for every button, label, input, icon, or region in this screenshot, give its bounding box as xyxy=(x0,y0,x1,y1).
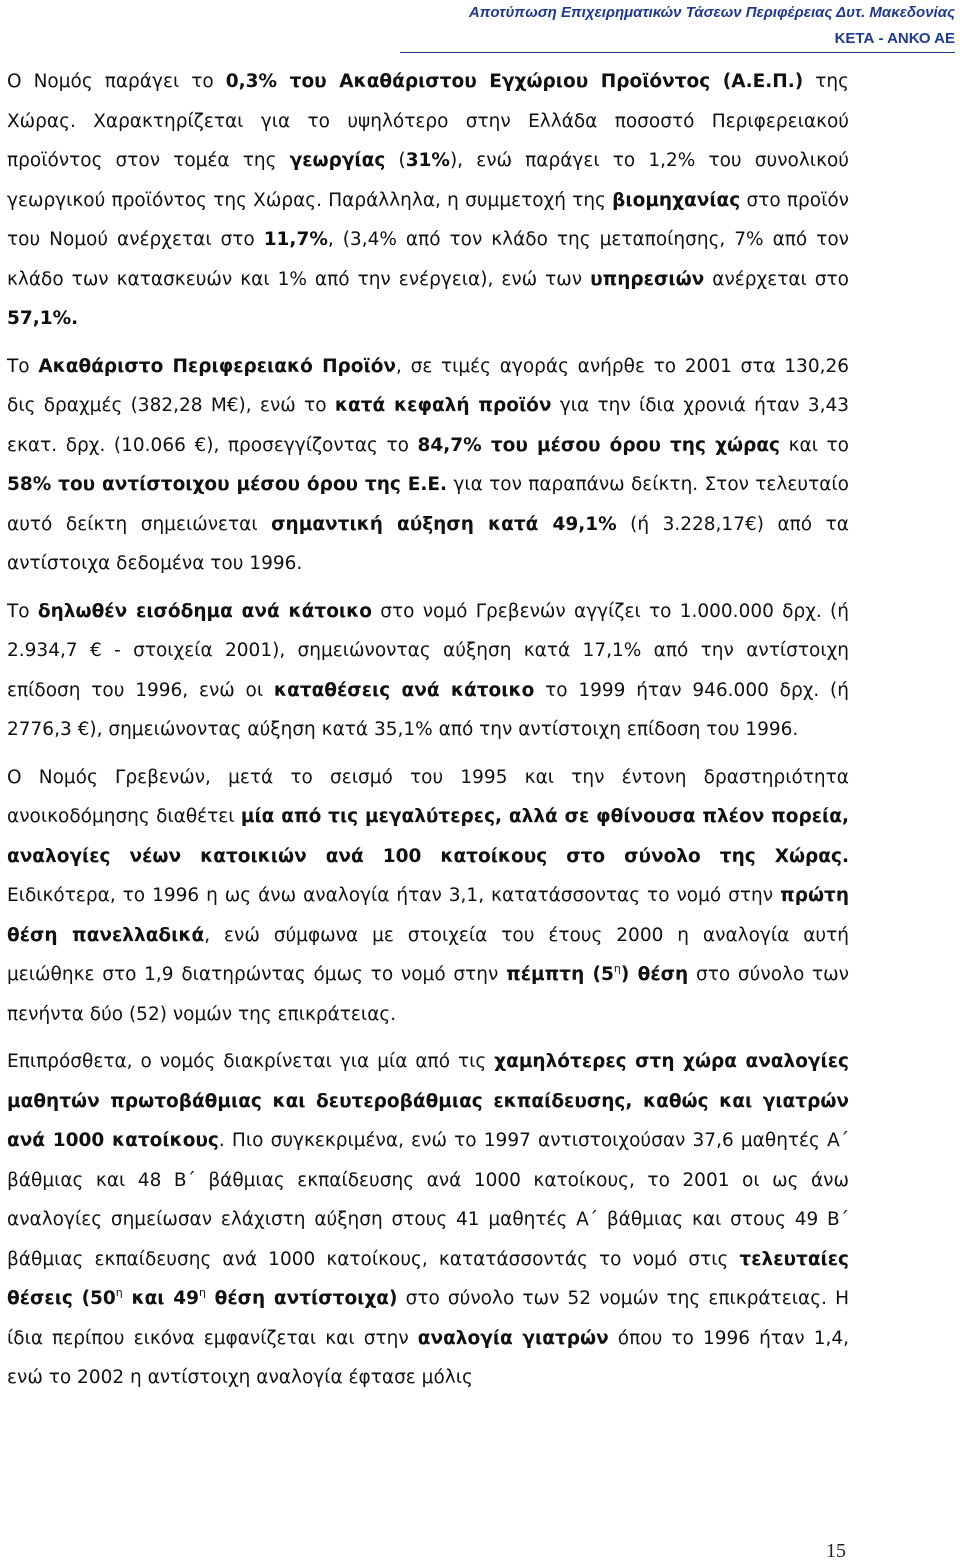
text: ), ενώ παράγει το 1,2% του συνολικού γεωργικού προϊόντος της Χώρας. Παράλληλα, η συμμετοχή της xyxy=(7,150,849,211)
text: Ειδικότερα, το 1996 η ως άνω αναλογία ήταν 3,1, κατατάσσοντας το νομό στην xyxy=(7,885,781,906)
paragraph-gdp xyxy=(7,62,849,339)
bold-text: πρώτη θέση πανελλαδικά xyxy=(7,885,849,946)
text: Επιπρόσθετα, ο νομός διακρίνεται για μία από τις xyxy=(7,1051,495,1072)
superscript: η xyxy=(115,1286,123,1299)
bold-text: 11,7% xyxy=(263,229,328,250)
text: στο σύνολο των 52 νομών της επικράτειας. Η ίδια περίπου εικόνα εμφανίζεται και στην xyxy=(7,1288,849,1349)
report-title: Αποτύπωση Επιχειρηματικών Τάσεων Περιφέρειας Δυτ. Μακεδονίας xyxy=(468,4,955,21)
superscript: η xyxy=(198,1286,206,1299)
text: (ή 3.228,17€) από τα αντίστοιχα δεδομένα του 1996. xyxy=(7,513,849,574)
text: Το xyxy=(7,355,39,377)
bold-text: πέμπτη (5 xyxy=(506,964,614,985)
text: στο νομό Γρεβενών αγγίζει το 1.000.000 δρχ. (ή 2.934,7 € - στοιχεία 2001), σημειώνοντας αύξηση κατά 17,1% από την αντίστοιχη επίδοση του 1996, ενώ οι xyxy=(7,600,850,701)
page-header xyxy=(0,0,955,53)
superscript: η xyxy=(613,962,621,975)
bold-text: 58% του αντίστοιχου μέσου όρου της Ε.Ε. xyxy=(7,474,448,495)
bold-text: κατά κεφαλή προϊόν xyxy=(334,395,552,416)
bold-text: υπηρεσιών xyxy=(590,268,705,290)
text: , ενώ σύμφωνα με στοιχεία του έτους 2000 η αναλογία αυτή μειώθηκε στο 1,9 διατηρώντας όμως το νομό στην xyxy=(7,924,849,985)
bold-text: 0,3% του Ακαθάριστου Εγχώριου Προϊόντος (Α.Ε.Π.) xyxy=(225,71,804,92)
bold-text: σημαντική αύξηση κατά 49,1% xyxy=(271,513,617,535)
header-rule xyxy=(400,52,955,53)
text: όπου το 1996 ήταν 1,4, ενώ το 2002 η αντίστοιχη αναλογία έφτασε μόλις xyxy=(7,1327,849,1388)
text: Το xyxy=(7,600,38,622)
document-body xyxy=(7,62,849,1406)
text: για τον παραπάνω δείκτη. Στον τελευταίο αυτό δείκτη σημειώνεται xyxy=(7,474,849,535)
text: , σε τιμές αγοράς ανήρθε το 2001 στα 130,26 δις δραχμές (382,28 Μ€), ενώ το xyxy=(7,355,850,416)
text: και το xyxy=(780,434,850,456)
bold-text: 57,1%. xyxy=(7,308,79,329)
text: ( xyxy=(385,150,406,171)
bold-text: θέση αντίστοιχα) xyxy=(205,1288,398,1309)
text: . Πιο συγκεκριμένα, ενώ το 1997 αντιστοιχούσαν 37,6 μαθητές Α΄ βάθμιας και 48 Β΄ βάθμιας εκπαίδευσης ανά 1000 κατοίκους, το 2001 οι ως άνω αναλογίες σημείωσαν ελάχιστη αύξηση στους 41 μαθητές Α΄ βάθμιας και στους 49 Β΄ βάθμιας εκπαίδευσης ανά 1000 κατοίκους, κατατάσσοντάς το νομό στις xyxy=(7,1130,849,1270)
bold-text: βιομηχανίας xyxy=(612,189,741,211)
text: στο σύνολο των πενήντα δύο (52) νομών της επικράτειας. xyxy=(7,964,849,1025)
bold-text: αναλογία γιατρών xyxy=(417,1327,609,1349)
text: το 1999 ήταν 946.000 δρχ. (ή 2776,3 €), σημειώνοντας αύξηση κατά 35,1% από την αντίστοιχη επίδοση του 1996. xyxy=(7,679,849,740)
text: της Χώρας. Χαρακτηρίζεται για το υψηλότερο στην Ελλάδα ποσοστό Περιφερειακού προϊόντος στον τομέα της xyxy=(7,71,850,171)
text: για την ίδια χρονιά ήταν 3,43 εκατ. δρχ. (10.066 €), προσεγγίζοντας το xyxy=(7,395,849,456)
paragraph-regional-product xyxy=(7,347,849,584)
organization-name: ΚΕΤΑ - ΑΝΚΟ ΑΕ xyxy=(834,30,955,47)
text: Ο Νομός παράγει το xyxy=(7,71,226,92)
paragraph-income xyxy=(7,592,849,750)
bold-text: μία από τις μεγαλύτερες, αλλά σε φθίνουσα πλέον πορεία, αναλογίες νέων κατοικιών ανά 100 κατοίκους στο σύνολο της Χώρας. xyxy=(7,806,849,867)
bold-text: τελευταίες θέσεις (50 xyxy=(7,1248,849,1309)
bold-text: δηλωθέν εισόδημα ανά κάτοικο xyxy=(37,600,372,622)
paragraph-education xyxy=(7,1042,849,1398)
bold-text: και 49 xyxy=(122,1288,199,1309)
bold-text: ) θέση xyxy=(620,964,689,985)
bold-text: Ακαθάριστο Περιφερειακό Προϊόν xyxy=(38,355,397,377)
page-number: 15 xyxy=(826,1540,846,1562)
text: Ο Νομός Γρεβενών, μετά το σεισμό του 1995 και την έντονη δραστηριότητα ανοικοδόμησης διαθέτει xyxy=(7,766,849,827)
text: , (3,4% από τον κλάδο της μεταποίησης, 7% από τον κλάδο των κατασκευών και 1% από την ενέργεια), ενώ των xyxy=(7,229,849,290)
paragraph-housing xyxy=(7,758,849,1035)
bold-text: καταθέσεις ανά κάτοικο xyxy=(273,679,535,701)
bold-text: 31% xyxy=(405,150,450,171)
text: ανέρχεται στο xyxy=(704,268,849,290)
bold-text: γεωργίας xyxy=(289,150,386,171)
text: στο προϊόν του Νομού ανέρχεται στο xyxy=(7,189,849,250)
bold-text: 84,7% του μέσου όρου της χώρας xyxy=(417,434,781,456)
bold-text: χαμηλότερες στη χώρα αναλογίες μαθητών πρωτοβάθμιας και δευτεροβάθμιας εκπαίδευσης, καθώς και γιατρών ανά 1000 κατοίκους xyxy=(7,1051,850,1151)
